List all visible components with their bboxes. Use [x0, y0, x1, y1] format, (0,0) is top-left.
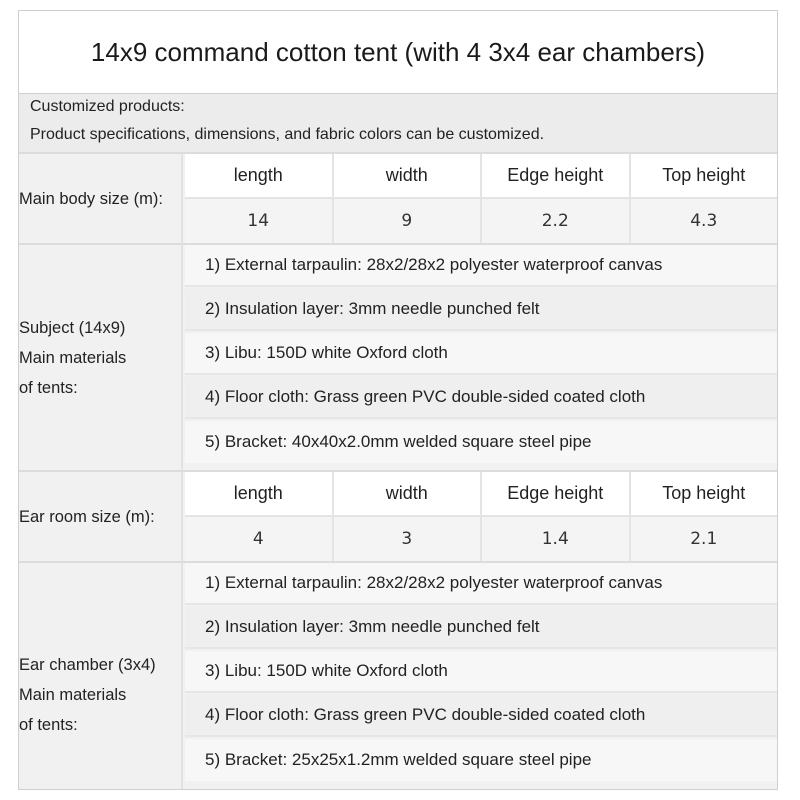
- list-item: 2) Insulation layer: 3mm needle punched felt: [185, 289, 777, 331]
- header-edge-height: Edge height: [482, 472, 631, 515]
- ear-room-header-row: [185, 472, 777, 517]
- list-item: 2) Insulation layer: 3mm needle punched felt: [185, 607, 777, 649]
- ear-materials-label: Ear chamber (3x4) Main materials of tents:: [19, 563, 183, 789]
- ear-room-size-label: Ear room size (m):: [19, 472, 183, 561]
- page-title: 14x9 command cotton tent (with 4 3x4 ear chambers): [19, 11, 777, 94]
- list-item: 3) Libu: 150D white Oxford cloth: [185, 651, 777, 693]
- value-width: 3: [334, 517, 483, 561]
- main-body-value-row: [185, 199, 777, 243]
- header-edge-height: Edge height: [482, 154, 631, 197]
- header-length: length: [185, 472, 334, 515]
- customization-heading: Customized products:: [30, 98, 185, 115]
- list-item: 1) External tarpaulin: 28x2/28x2 polyester waterproof canvas: [185, 245, 777, 287]
- value-length: 14: [185, 199, 334, 243]
- subject-materials-label: Subject (14x9) Main materials of tents:: [19, 245, 183, 470]
- header-width: width: [334, 154, 483, 197]
- list-item: 4) Floor cloth: Grass green PVC double-sided coated cloth: [185, 695, 777, 737]
- ear-materials-section: [19, 563, 777, 789]
- list-item: 1) External tarpaulin: 28x2/28x2 polyester waterproof canvas: [185, 563, 777, 605]
- header-width: width: [334, 472, 483, 515]
- header-length: length: [185, 154, 334, 197]
- ear-room-size-section: [19, 472, 777, 563]
- value-length: 4: [185, 517, 334, 561]
- customization-note: [19, 94, 777, 154]
- main-body-size-table: [185, 154, 777, 243]
- customization-text: Product specifications, dimensions, and fabric colors can be customized.: [30, 126, 545, 143]
- main-body-size-label: Main body size (m):: [19, 154, 183, 243]
- ear-room-size-table: [185, 472, 777, 561]
- value-top-height: 2.1: [690, 529, 718, 549]
- spec-sheet: [18, 10, 778, 790]
- value-edge-height: 2.2: [482, 199, 631, 243]
- list-item: 4) Floor cloth: Grass green PVC double-sided coated cloth: [185, 377, 777, 419]
- main-body-header-row: [185, 154, 777, 199]
- ear-materials-list: [185, 563, 777, 789]
- subject-materials-list: [185, 245, 777, 470]
- ear-room-value-row: [185, 517, 777, 561]
- main-body-size-section: [19, 154, 777, 245]
- list-item: 5) Bracket: 25x25x1.2mm welded square steel pipe: [185, 739, 777, 781]
- list-item: 5) Bracket: 40x40x2.0mm welded square steel pipe: [185, 421, 777, 463]
- value-width: 9: [334, 199, 483, 243]
- header-top-height: Top height: [662, 483, 746, 503]
- value-top-height: 4.3: [690, 211, 718, 231]
- subject-materials-section: [19, 245, 777, 472]
- header-top-height: Top height: [662, 165, 746, 185]
- value-edge-height: 1.4: [482, 517, 631, 561]
- list-item: 3) Libu: 150D white Oxford cloth: [185, 333, 777, 375]
